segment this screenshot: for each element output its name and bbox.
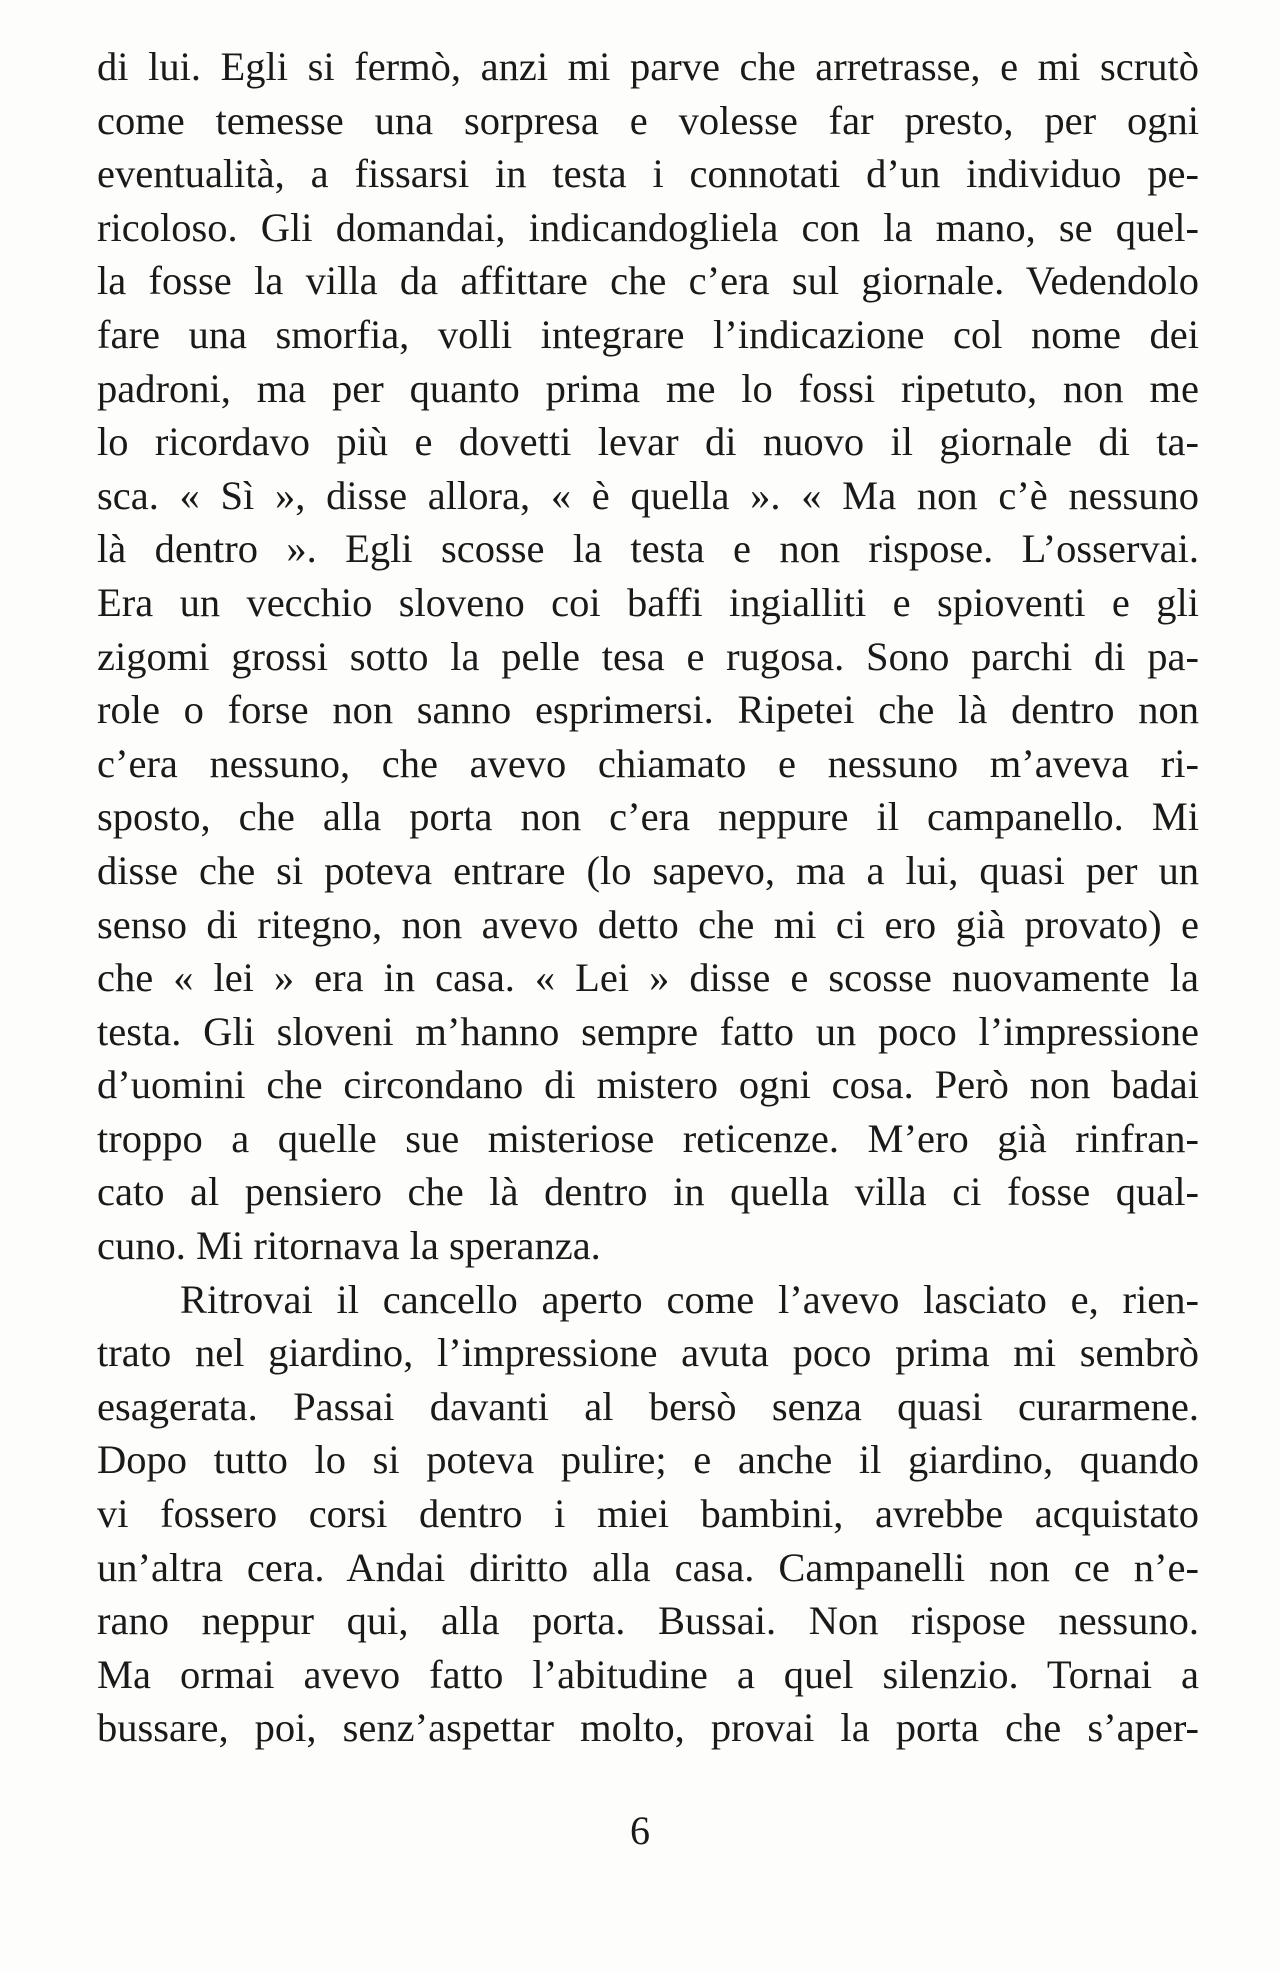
text-line: troppo a quelle sue misteriose reticenze. M’ero già rinfran- bbox=[97, 1115, 1199, 1161]
text-line: ricoloso. Gli domandai, indicandogliela con la mano, se quel- bbox=[97, 204, 1199, 250]
text-line-paragraph-start: Ritrovai il cancello aperto come l’avevo lasciato e, rien- bbox=[180, 1276, 1199, 1322]
text-line: Dopo tutto lo si poteva pulire; e anche il giardino, quando bbox=[97, 1437, 1199, 1483]
text-line: esagerata. Passai davanti al bersò senza quasi curarmene. bbox=[97, 1383, 1199, 1429]
text-line: trato nel giardino, l’impressione avuta poco prima mi sembrò bbox=[97, 1330, 1199, 1376]
text-line: c’era nessuno, che avevo chiamato e nessuno m’aveva ri- bbox=[97, 740, 1199, 786]
text-line: sca. « Sì », disse allora, « è quella ». « Ma non c’è nessuno bbox=[97, 472, 1199, 518]
text-line: zigomi grossi sotto la pelle tesa e rugosa. Sono parchi di pa- bbox=[97, 633, 1199, 679]
text-line: bussare, poi, senz’aspettar molto, provai la porta che s’aper- bbox=[97, 1705, 1199, 1751]
text-line: Ma ormai avevo fatto l’abitudine a quel silenzio. Tornai a bbox=[97, 1651, 1199, 1697]
text-line: che « lei » era in casa. « Lei » disse e scosse nuovamente la bbox=[97, 955, 1199, 1001]
text-line: cato al pensiero che là dentro in quella villa ci fosse qual- bbox=[97, 1169, 1199, 1215]
text-line: un’altra cera. Andai diritto alla casa. Campanelli non ce n’e- bbox=[97, 1544, 1199, 1590]
text-line: eventualità, a fissarsi in testa i connotati d’un individuo pe- bbox=[97, 151, 1199, 197]
text-line: role o forse non sanno esprimersi. Ripetei che là dentro non bbox=[97, 687, 1199, 733]
text-line: la fosse la villa da affittare che c’era sul giornale. Vedendolo bbox=[97, 258, 1199, 304]
text-line: vi fossero corsi dentro i miei bambini, avrebbe acquistato bbox=[97, 1491, 1199, 1537]
text-line: disse che si poteva entrare (lo sapevo, ma a lui, quasi per un bbox=[97, 847, 1199, 893]
text-line: Era un vecchio sloveno coi baffi ingialliti e spioventi e gli bbox=[97, 579, 1199, 625]
text-line: testa. Gli sloveni m’hanno sempre fatto un poco l’impressione bbox=[97, 1008, 1199, 1054]
text-line: d’uomini che circondano di mistero ogni cosa. Però non badai bbox=[97, 1062, 1199, 1108]
text-line: sposto, che alla porta non c’era neppure il campanello. Mi bbox=[97, 794, 1199, 840]
text-line: di lui. Egli si fermò, anzi mi parve che arretrasse, e mi scrutò bbox=[97, 44, 1199, 89]
text-line: lo ricordavo più e dovetti levar di nuovo il giornale di ta- bbox=[97, 419, 1199, 465]
page-number: 6 bbox=[630, 1808, 650, 1853]
body-text bbox=[97, 40, 1199, 1755]
text-line: rano neppur qui, alla porta. Bussai. Non rispose nessuno. bbox=[97, 1598, 1199, 1644]
text-line: come temesse una sorpresa e volesse far presto, per ogni bbox=[97, 97, 1199, 143]
text-line: là dentro ». Egli scosse la testa e non rispose. L’osservai. bbox=[97, 526, 1199, 572]
text-line: padroni, ma per quanto prima me lo fossi ripetuto, non me bbox=[97, 365, 1199, 411]
text-line: fare una smorfia, volli integrare l’indicazione col nome dei bbox=[97, 311, 1199, 357]
text-line: cuno. Mi ritornava la speranza. bbox=[97, 1223, 601, 1269]
text-line: senso di ritegno, non avevo detto che mi ci ero già provato) e bbox=[97, 901, 1199, 947]
